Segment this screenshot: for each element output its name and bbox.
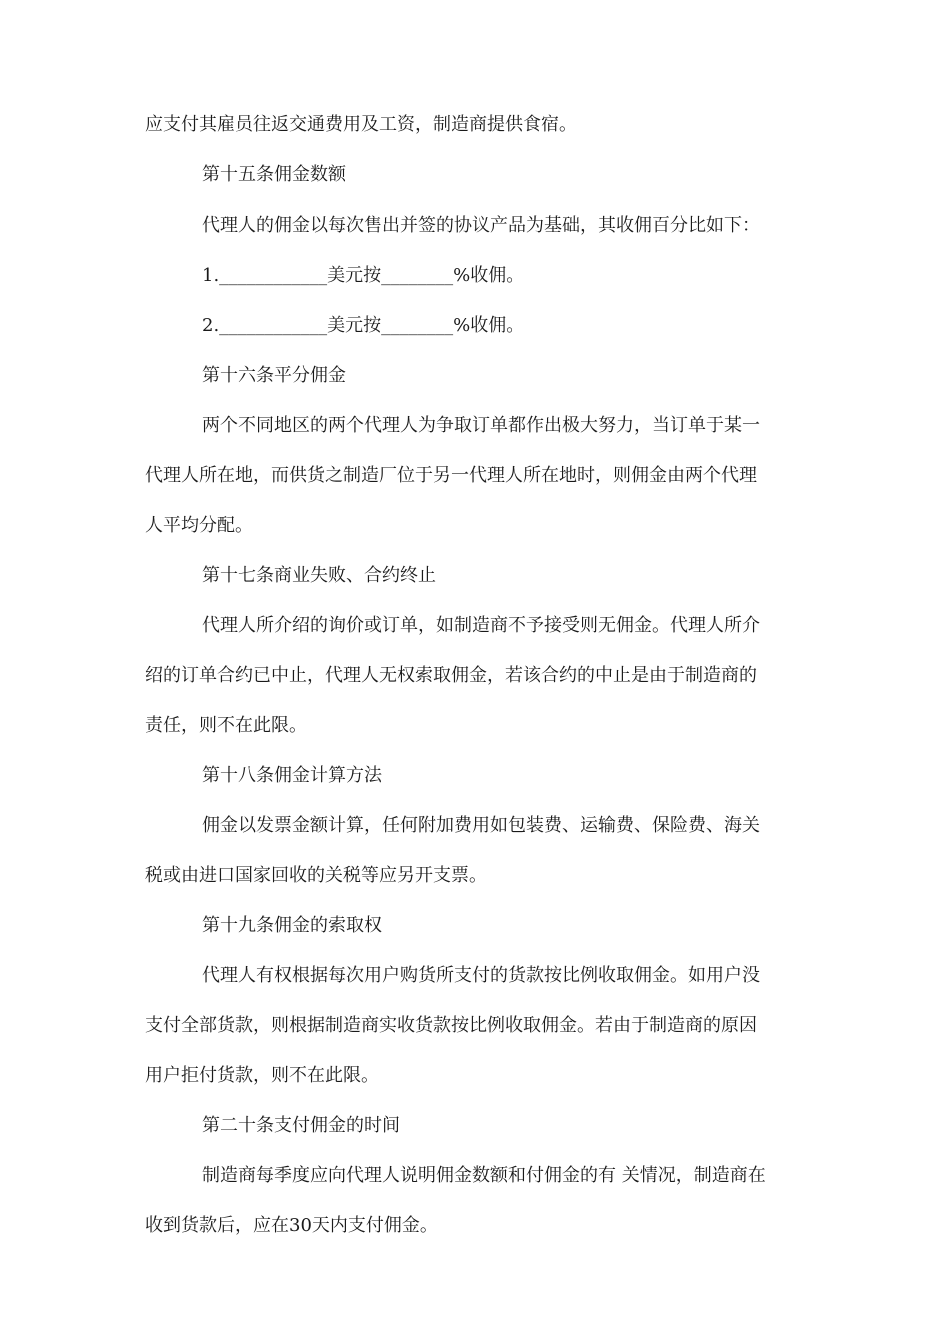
paragraph-line: 代理人所在地，而供货之制造厂位于另一代理人所在地时，则佣金由两个代理	[145, 465, 757, 486]
paragraph-line: 用户拒付货款，则不在此限。	[145, 1065, 379, 1086]
paragraph-line: 收到货款后，应在30天内支付佣金。	[145, 1215, 438, 1236]
paragraph-line: 代理人的佣金以每次售出并签的协议产品为基础，其收佣百分比如下：	[202, 215, 760, 236]
paragraph-line: 代理人所介绍的询价或订单，如制造商不予接受则无佣金。代理人所介	[202, 615, 760, 636]
paragraph-line: 代理人有权根据每次用户购货所支付的货款按比例收取佣金。如用户没	[202, 965, 760, 986]
paragraph-line: 支付全部货款，则根据制造商实收货款按比例收取佣金。若由于制造商的原因	[145, 1015, 757, 1036]
article-heading: 第二十条支付佣金的时间	[202, 1115, 400, 1136]
paragraph-line: 佣金以发票金额计算，任何附加费用如包装费、运输费、保险费、海关	[202, 815, 760, 836]
paragraph-line: 制造商每季度应向代理人说明佣金数额和付佣金的有 关情况，制造商在	[202, 1165, 766, 1186]
paragraph-line: 应支付其雇员往返交通费用及工资，制造商提供食宿。	[145, 114, 577, 135]
article-heading: 第十九条佣金的索取权	[202, 915, 382, 936]
article-heading: 第十八条佣金计算方法	[202, 765, 382, 786]
paragraph-line: 责任，则不在此限。	[145, 715, 307, 736]
list-item: 1.____________美元按________%收佣。	[202, 265, 525, 286]
article-heading: 第十五条佣金数额	[202, 164, 346, 185]
paragraph-line: 绍的订单合约已中止，代理人无权索取佣金，若该合约的中止是由于制造商的	[145, 665, 757, 686]
paragraph-line: 两个不同地区的两个代理人为争取订单都作出极大努力，当订单于某一	[202, 415, 760, 436]
article-heading: 第十六条平分佣金	[202, 365, 346, 386]
article-heading: 第十七条商业失败、合约终止	[202, 565, 436, 586]
paragraph-line: 税或由进口国家回收的关税等应另开支票。	[145, 865, 487, 886]
paragraph-line: 人平均分配。	[145, 515, 253, 536]
list-item: 2.____________美元按________%收佣。	[202, 315, 525, 336]
